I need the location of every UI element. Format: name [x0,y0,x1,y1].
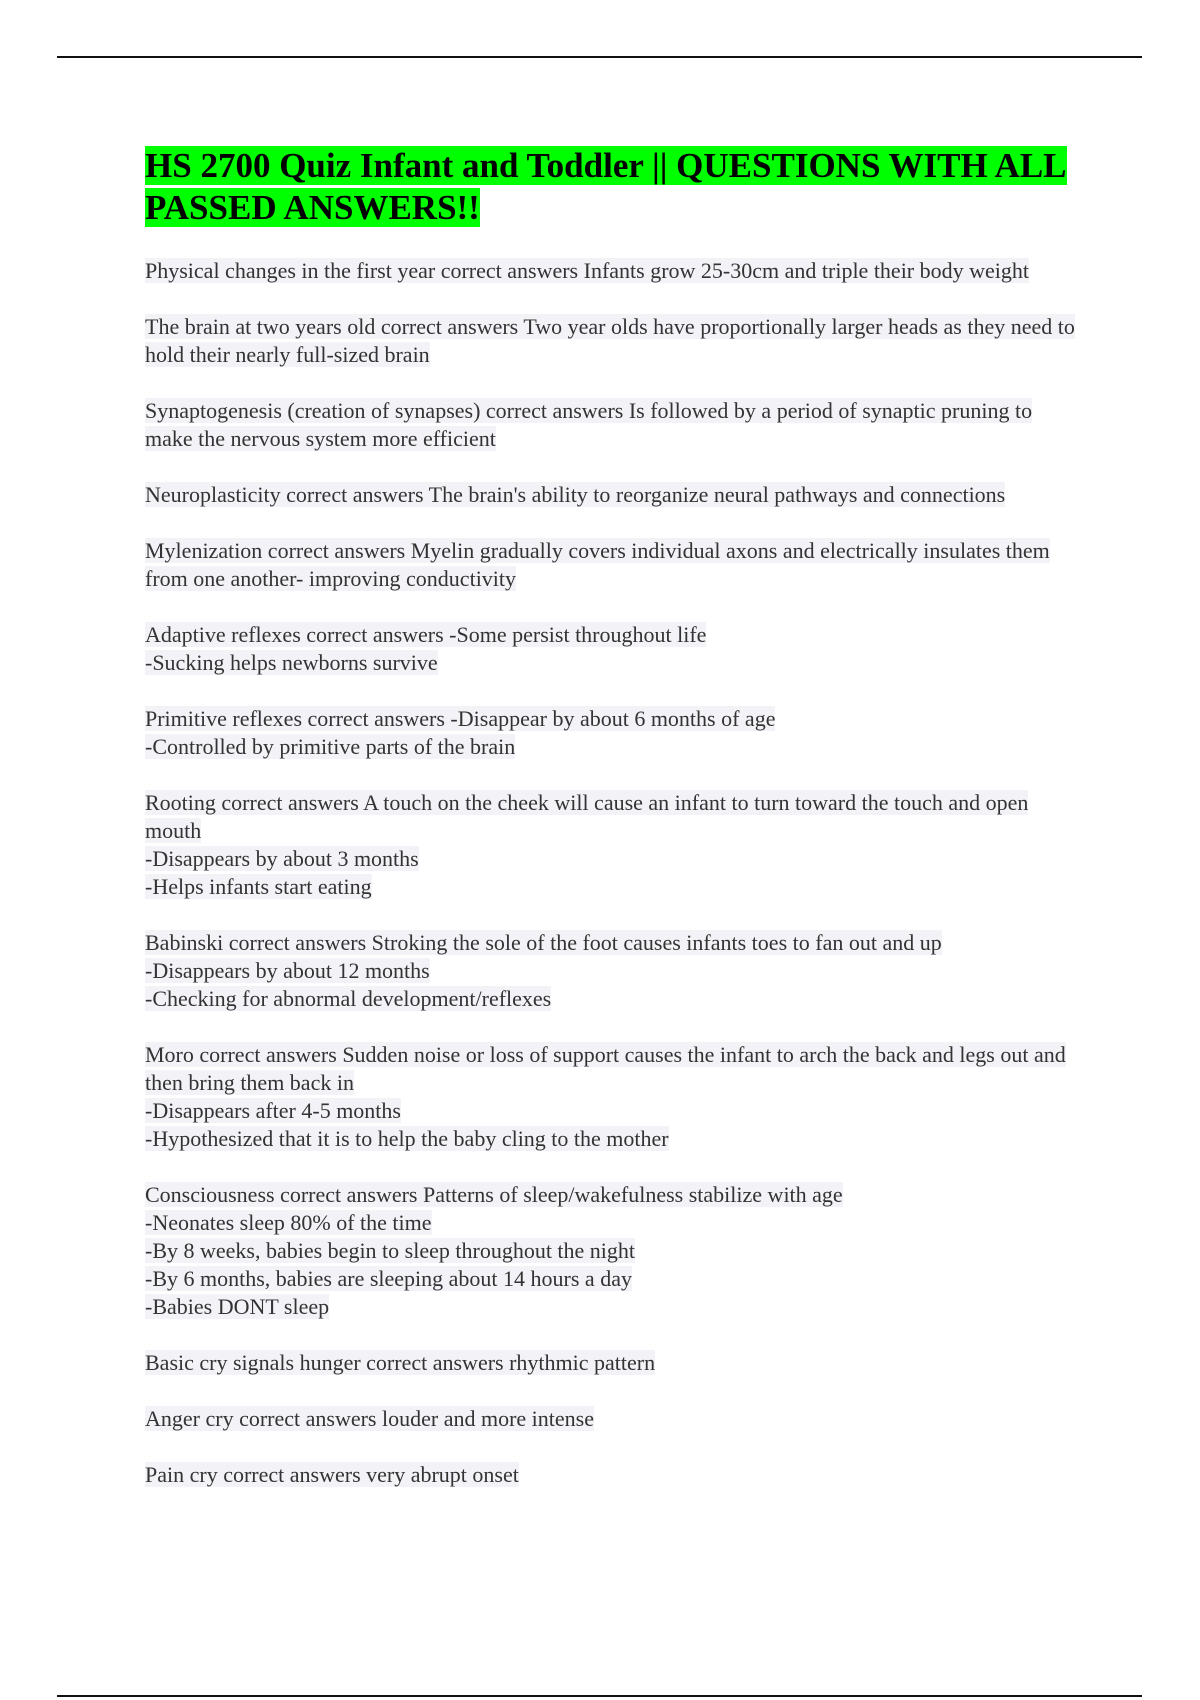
qa-entry [145,537,1075,593]
qa-line-text: -Babies DONT sleep [145,1294,330,1319]
qa-line [145,537,1075,593]
qa-line-text: Moro correct answers Sudden noise or loss of support causes the infant to arch the back and legs out and then bring them back in [145,1042,1066,1095]
qa-entry [145,621,1075,677]
qa-line [145,957,1075,985]
qa-line-text: Physical changes in the first year correct answers Infants grow 25-30cm and triple their body weight [145,258,1030,283]
qa-line [145,481,1075,509]
qa-line-text: -Controlled by primitive parts of the brain [145,734,516,759]
qa-line-text: -Neonates sleep 80% of the time [145,1210,432,1235]
document-title [145,145,1075,229]
qa-line [145,873,1075,901]
qa-line-text: -Helps infants start eating [145,874,372,899]
qa-entry [145,1405,1075,1433]
qa-entry [145,1181,1075,1321]
qa-entry [145,929,1075,1013]
qa-line-text: Synaptogenesis (creation of synapses) correct answers Is followed by a period of synaptic pruning to make the nervous system more efficient [145,398,1033,451]
qa-line [145,789,1075,845]
qa-line [145,1097,1075,1125]
qa-line-text: -Disappears by about 12 months [145,958,430,983]
qa-entry [145,1461,1075,1489]
qa-entry [145,481,1075,509]
qa-line-text: -By 6 months, babies are sleeping about 14 hours a day [145,1266,632,1291]
qa-line-text: -Hypothesized that it is to help the baby cling to the mother [145,1126,669,1151]
bottom-rule [57,1695,1142,1697]
qa-entry [145,1349,1075,1377]
qa-line [145,1237,1075,1265]
qa-line-text: Pain cry correct answers very abrupt onset [145,1462,519,1487]
qa-line [145,705,1075,733]
qa-line-text: Primitive reflexes correct answers -Disappear by about 6 months of age [145,706,776,731]
qa-line [145,1349,1075,1377]
qa-line [145,929,1075,957]
qa-line [145,313,1075,369]
qa-entry [145,257,1075,285]
qa-line [145,1181,1075,1209]
document-body [145,145,1075,1517]
qa-line-text: -Disappears after 4-5 months [145,1098,401,1123]
qa-line-text: -Sucking helps newborns survive [145,650,438,675]
qa-line-text: -Checking for abnormal development/reflexes [145,986,552,1011]
qa-list [145,257,1075,1489]
qa-line [145,1125,1075,1153]
qa-line [145,1209,1075,1237]
qa-line-text: Mylenization correct answers Myelin gradually covers individual axons and electrically insulates them from one another- improving conductivity [145,538,1050,591]
qa-line-text: -By 8 weeks, babies begin to sleep throughout the night [145,1238,636,1263]
qa-line [145,733,1075,761]
qa-line [145,649,1075,677]
qa-line [145,1293,1075,1321]
qa-line [145,1265,1075,1293]
top-rule [57,56,1142,58]
qa-line [145,985,1075,1013]
document-title-text: HS 2700 Quiz Infant and Toddler || QUESTIONS WITH ALL PASSED ANSWERS!! [145,146,1067,227]
qa-line-text: Consciousness correct answers Patterns of sleep/wakefulness stabilize with age [145,1182,843,1207]
qa-line [145,1461,1075,1489]
qa-entry [145,789,1075,901]
qa-line-text: -Disappears by about 3 months [145,846,419,871]
qa-entry [145,313,1075,369]
qa-line-text: Rooting correct answers A touch on the cheek will cause an infant to turn toward the touch and open mouth [145,790,1029,843]
qa-line [145,1041,1075,1097]
qa-line-text: Anger cry correct answers louder and more intense [145,1406,594,1431]
qa-line [145,845,1075,873]
qa-line [145,621,1075,649]
qa-line-text: Neuroplasticity correct answers The brain's ability to reorganize neural pathways and connections [145,482,1006,507]
qa-line-text: The brain at two years old correct answers Two year olds have proportionally larger heads as they need to hold their nearly full-sized brain [145,314,1075,367]
qa-line-text: Babinski correct answers Stroking the sole of the foot causes infants toes to fan out and up [145,930,942,955]
qa-entry [145,397,1075,453]
qa-line [145,1405,1075,1433]
qa-line [145,257,1075,285]
qa-line [145,397,1075,453]
qa-entry [145,705,1075,761]
qa-line-text: Adaptive reflexes correct answers -Some persist throughout life [145,622,707,647]
qa-line-text: Basic cry signals hunger correct answers rhythmic pattern [145,1350,656,1375]
qa-entry [145,1041,1075,1153]
